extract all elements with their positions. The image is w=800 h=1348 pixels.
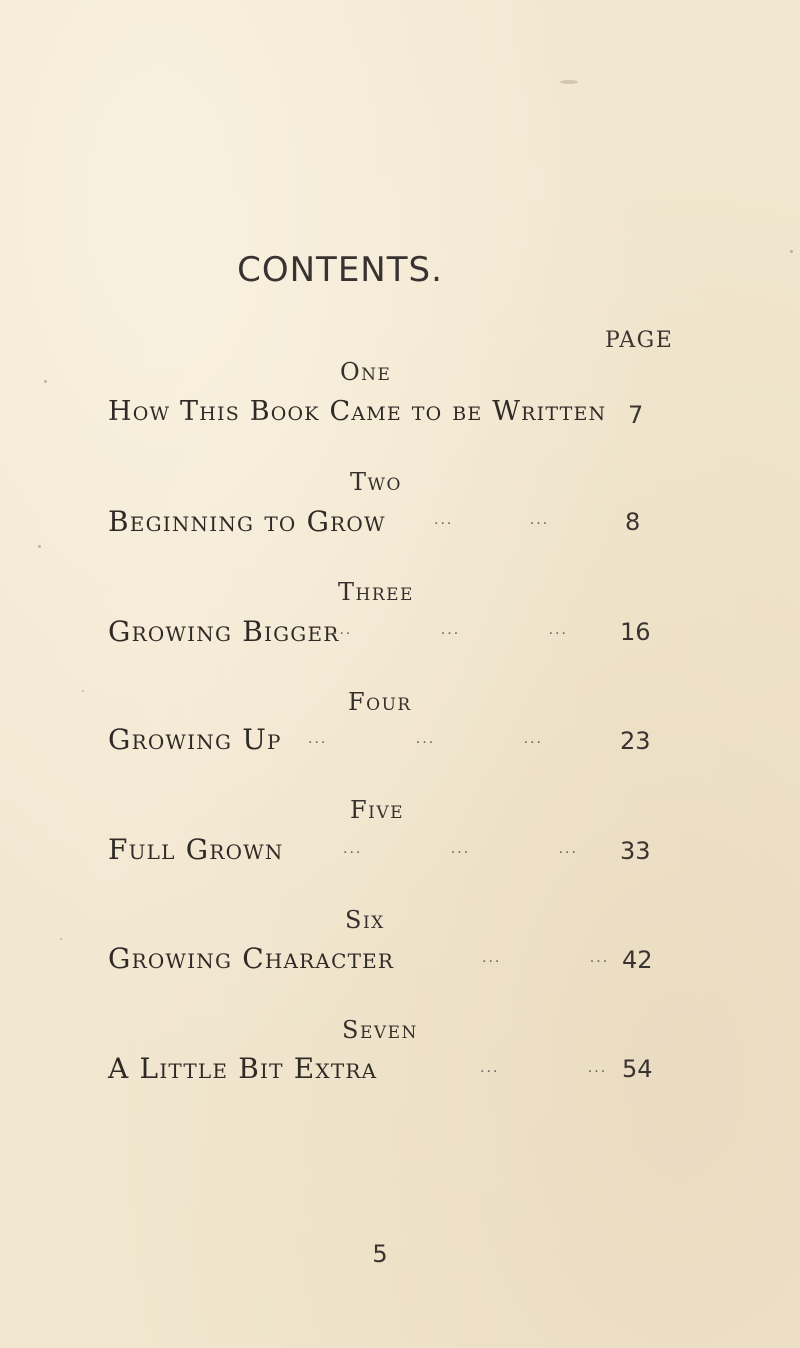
page-number-seven: 54 [622,1055,653,1083]
entry-title-five: Full Grown [108,833,284,866]
folio-page-number: 5 [372,1240,388,1268]
entry-title-two: Beginning to Grow [108,505,386,538]
leader-dots-three: ... ... ... [333,622,568,638]
chapter-label-seven: Seven [342,1016,418,1044]
paper-speck [560,80,578,84]
chapter-label-four: Four [348,688,412,716]
entry-title-seven: A Little Bit Extra [108,1052,378,1085]
contents-title: CONTENTS. [237,250,443,290]
page-number-five: 33 [620,837,651,865]
chapter-label-three: Three [338,578,414,606]
page-number-three: 16 [620,618,651,646]
paper-speck [44,380,47,383]
page-number-six: 42 [622,946,653,974]
page-number-two: 8 [625,508,641,536]
page-number-one: 7 [628,401,644,429]
paper-speck [60,938,62,940]
leader-dots-four: ... ... ... [308,731,543,747]
entry-title-one: How This Book Came to be Written [108,396,607,427]
chapter-label-two: Two [350,468,402,496]
chapter-label-one: One [340,358,392,386]
leader-dots-two: ... ... [434,512,550,528]
leader-dots-five: ... ... ... [343,841,578,857]
entry-title-six: Growing Character [108,942,395,975]
page-number-four: 23 [620,727,651,755]
chapter-label-five: Five [350,796,405,824]
chapter-label-six: Six [345,906,385,934]
paper-speck [790,250,793,253]
entry-title-four: Growing Up [108,723,282,756]
entry-title-three: Growing Bigger [108,615,340,648]
leader-dots-six: ... ... [482,950,610,966]
paper-speck [38,545,41,548]
leader-dots-seven: ... ... [480,1060,608,1076]
page-column-header: PAGE [605,328,674,353]
paper-speck [82,690,84,692]
